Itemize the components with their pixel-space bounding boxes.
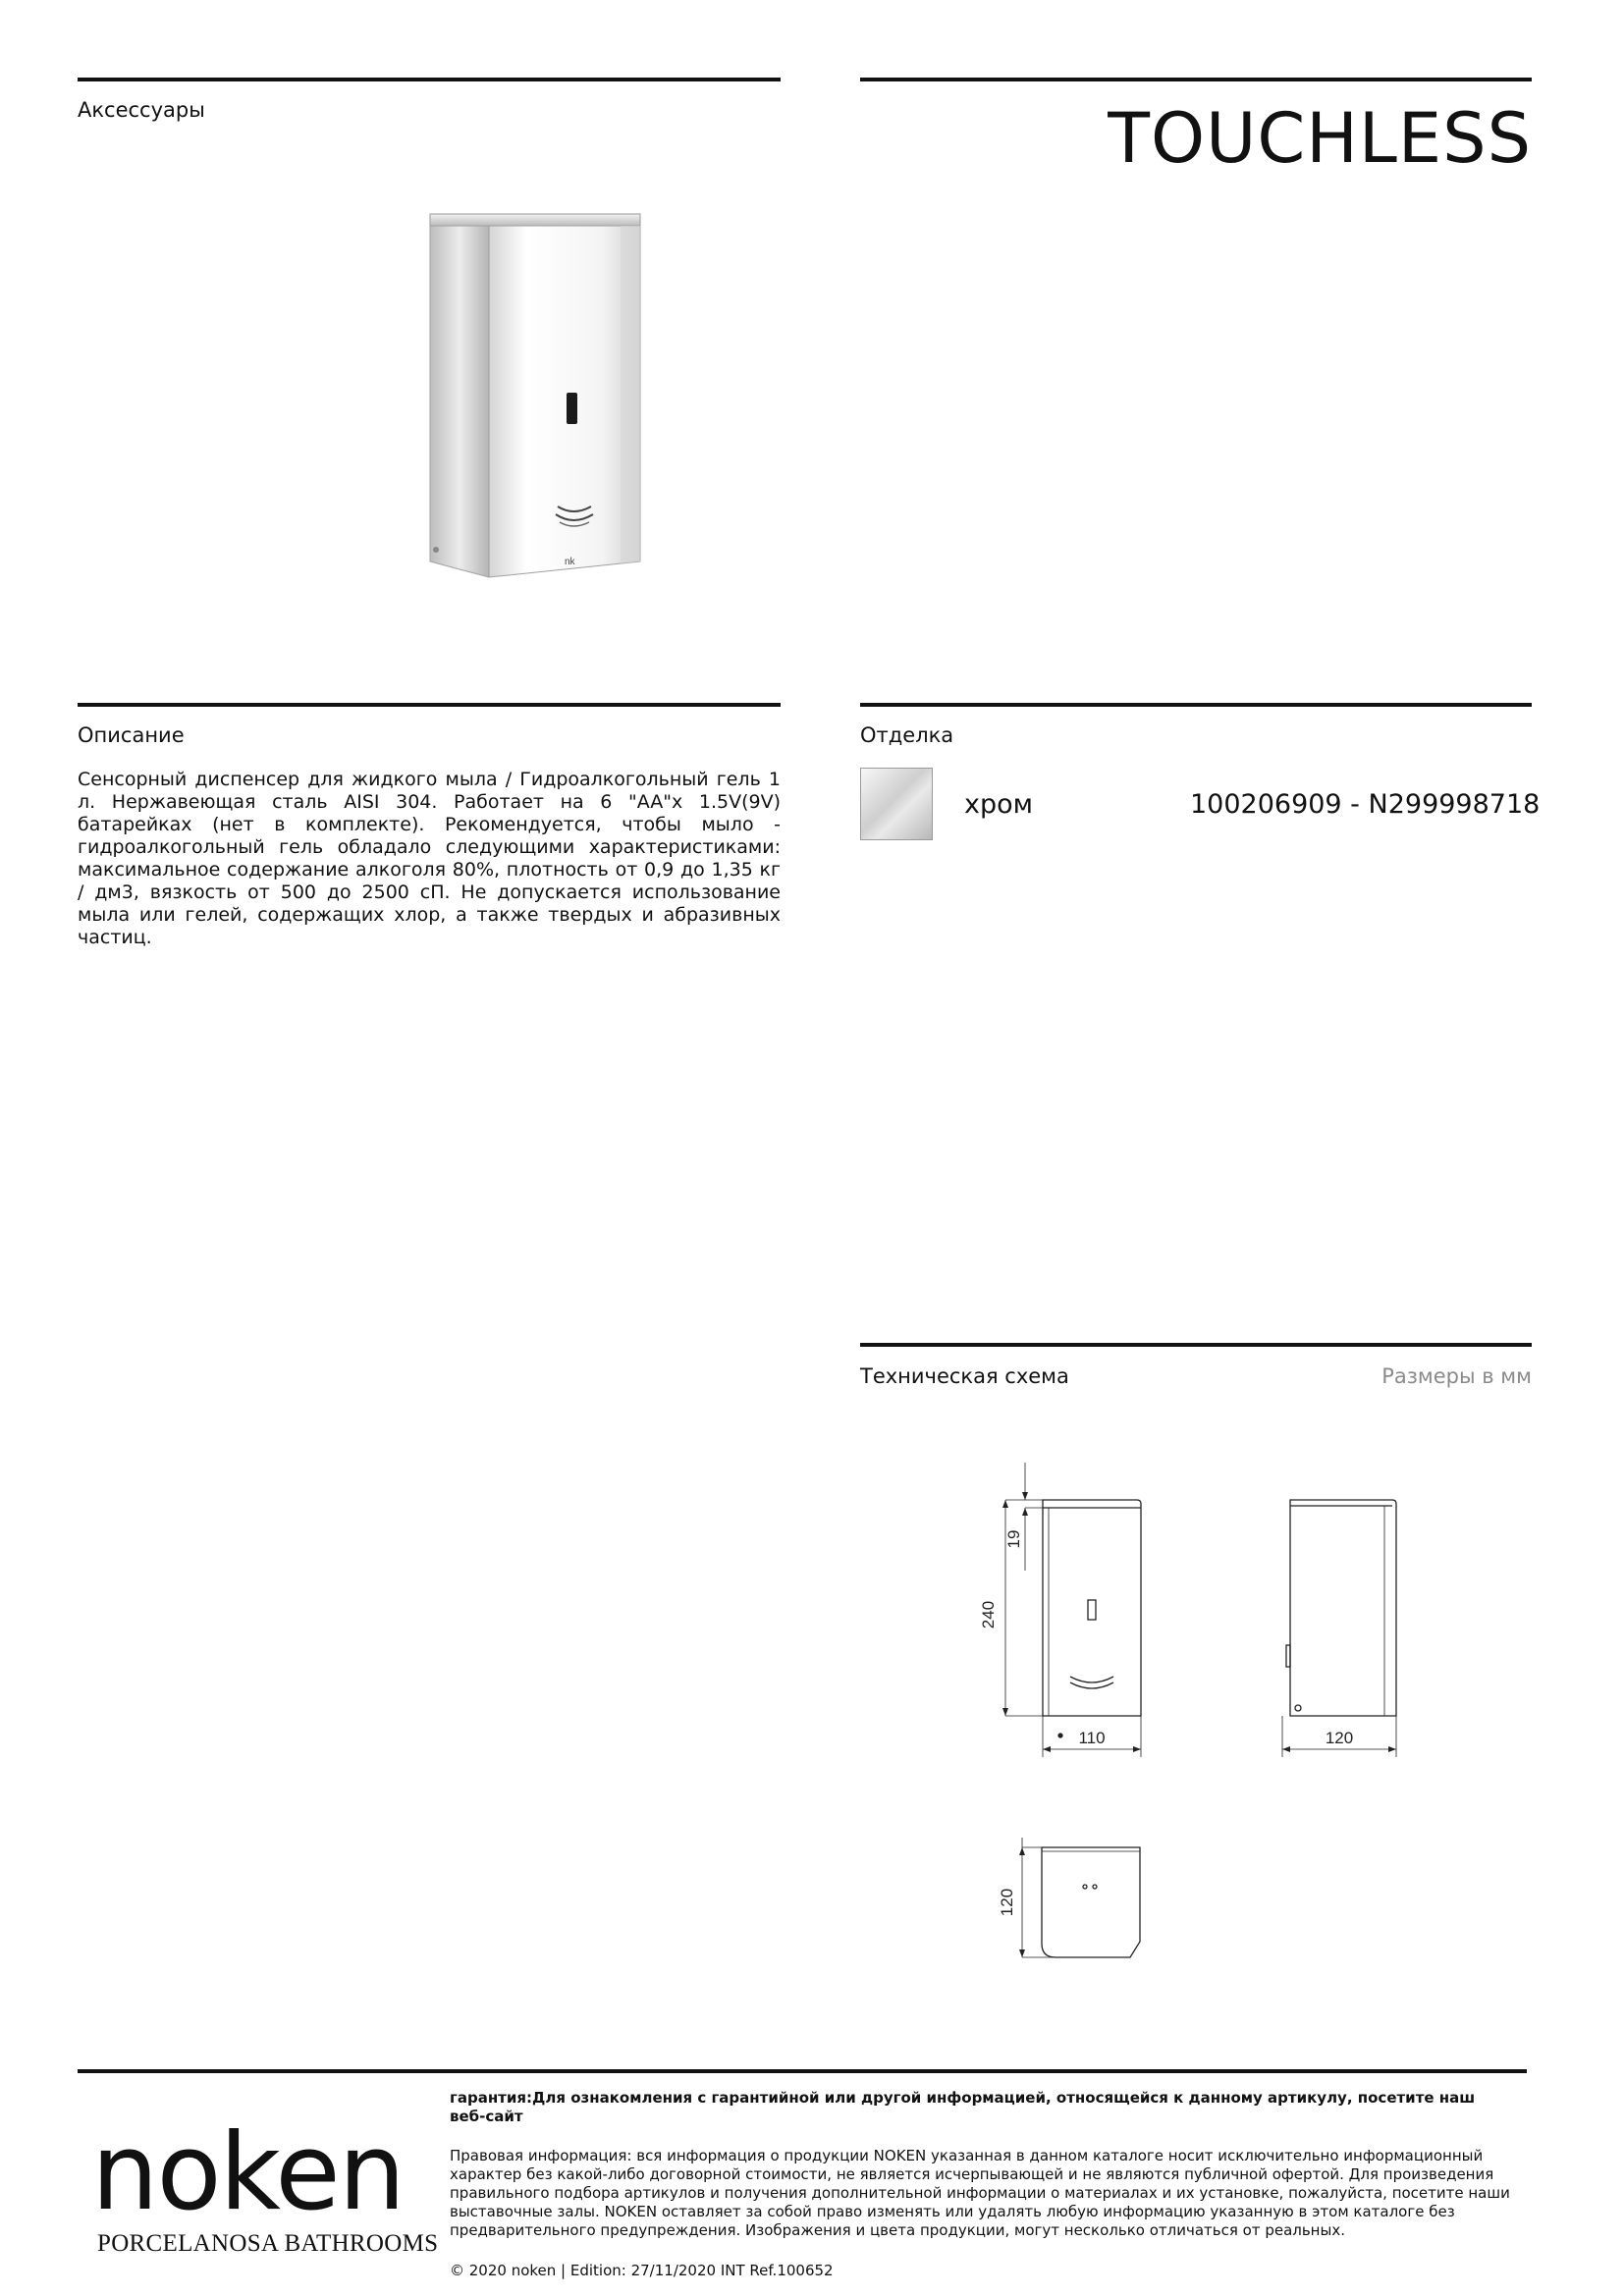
legal-notice: Правовая информация: вся информация о продукции NOKEN указанная в данном каталоге носит исключительно информационный характер без какой-либо договорной стоимости, не является исчерпывающей и не являются публичной офертой. Для произведения правильного подбора артикулов и получения дополнительной информации о материалах и их установке, пожалуйста, посетите наши выставочные залы. NOKEN оставляет за собой право изменять или удалять любую информацию указанную в этом каталоге без предварительного предупреждения. Изображения и цвета продукции, могут несколько отличаться от реальных. (450, 2147, 1510, 2239)
guarantee-note: гарантия:Для ознакомления с гарантийной или другой информацией, относящейся к данному артикулу, посетите наш веб-сайт (450, 2089, 1476, 2125)
description-heading: Описание (78, 723, 185, 747)
edition-info: © 2020 noken | Edition: 27/11/2020 INT Ref.100652 (450, 2262, 834, 2279)
description-text: Сенсорный диспенсер для жидкого мыла / Гидроалкогольный гель 1 л. Нержавеющая сталь AISI 304. Работает на 6 "AA"x 1.5V(9V) батарейках (нет в комплекте). Рекомендуется, чтобы мыло - гидроалкогольный гель обладало следующими характеристиками: максимальное содержание алкоголя 80%, плотность от 0,9 до 1,35 кг / дм3, вязкость от 500 до 2500 сП. Не допускается использование мыла или гелей, содержащих хлор, а также твердых и абразивных частиц. (78, 769, 781, 948)
front-view-drawing (972, 1463, 1168, 1767)
top-view-drawing (987, 1836, 1183, 1973)
category-label: Аксессуары (78, 98, 205, 122)
units-note: Размеры в мм (1381, 1364, 1532, 1388)
technical-heading: Техническая схема (860, 1364, 1069, 1388)
footer-divider (78, 2069, 1527, 2073)
sensor-window (567, 393, 577, 424)
description-divider (78, 703, 781, 707)
brand-logo (91, 2111, 439, 2258)
finish-divider (860, 703, 1532, 707)
dim-height: 240 (979, 1600, 998, 1629)
finish-swatch (860, 768, 933, 840)
product-photo (412, 196, 658, 599)
top-left-divider (78, 78, 781, 81)
product-title: TOUCHLESS (1108, 98, 1532, 179)
technical-divider (860, 1343, 1532, 1347)
dim-top-offset: 19 (1004, 1529, 1023, 1549)
finish-name: хром (964, 789, 1034, 820)
top-right-divider (860, 78, 1532, 81)
finish-heading: Отделка (860, 723, 954, 747)
side-view-drawing (1267, 1463, 1424, 1767)
brand-subline: PORCELANOSA BATHROOMS (97, 2230, 439, 2257)
dim-top-depth: 120 (998, 1888, 1016, 1917)
brand-wordmark: noken (91, 2111, 405, 2234)
product-logo-mark: nk (565, 557, 575, 567)
dim-front-width: 110 (1078, 1729, 1106, 1747)
finish-code: 100206909 - N299998718 (1190, 789, 1541, 820)
dim-side-width: 120 (1325, 1729, 1354, 1747)
